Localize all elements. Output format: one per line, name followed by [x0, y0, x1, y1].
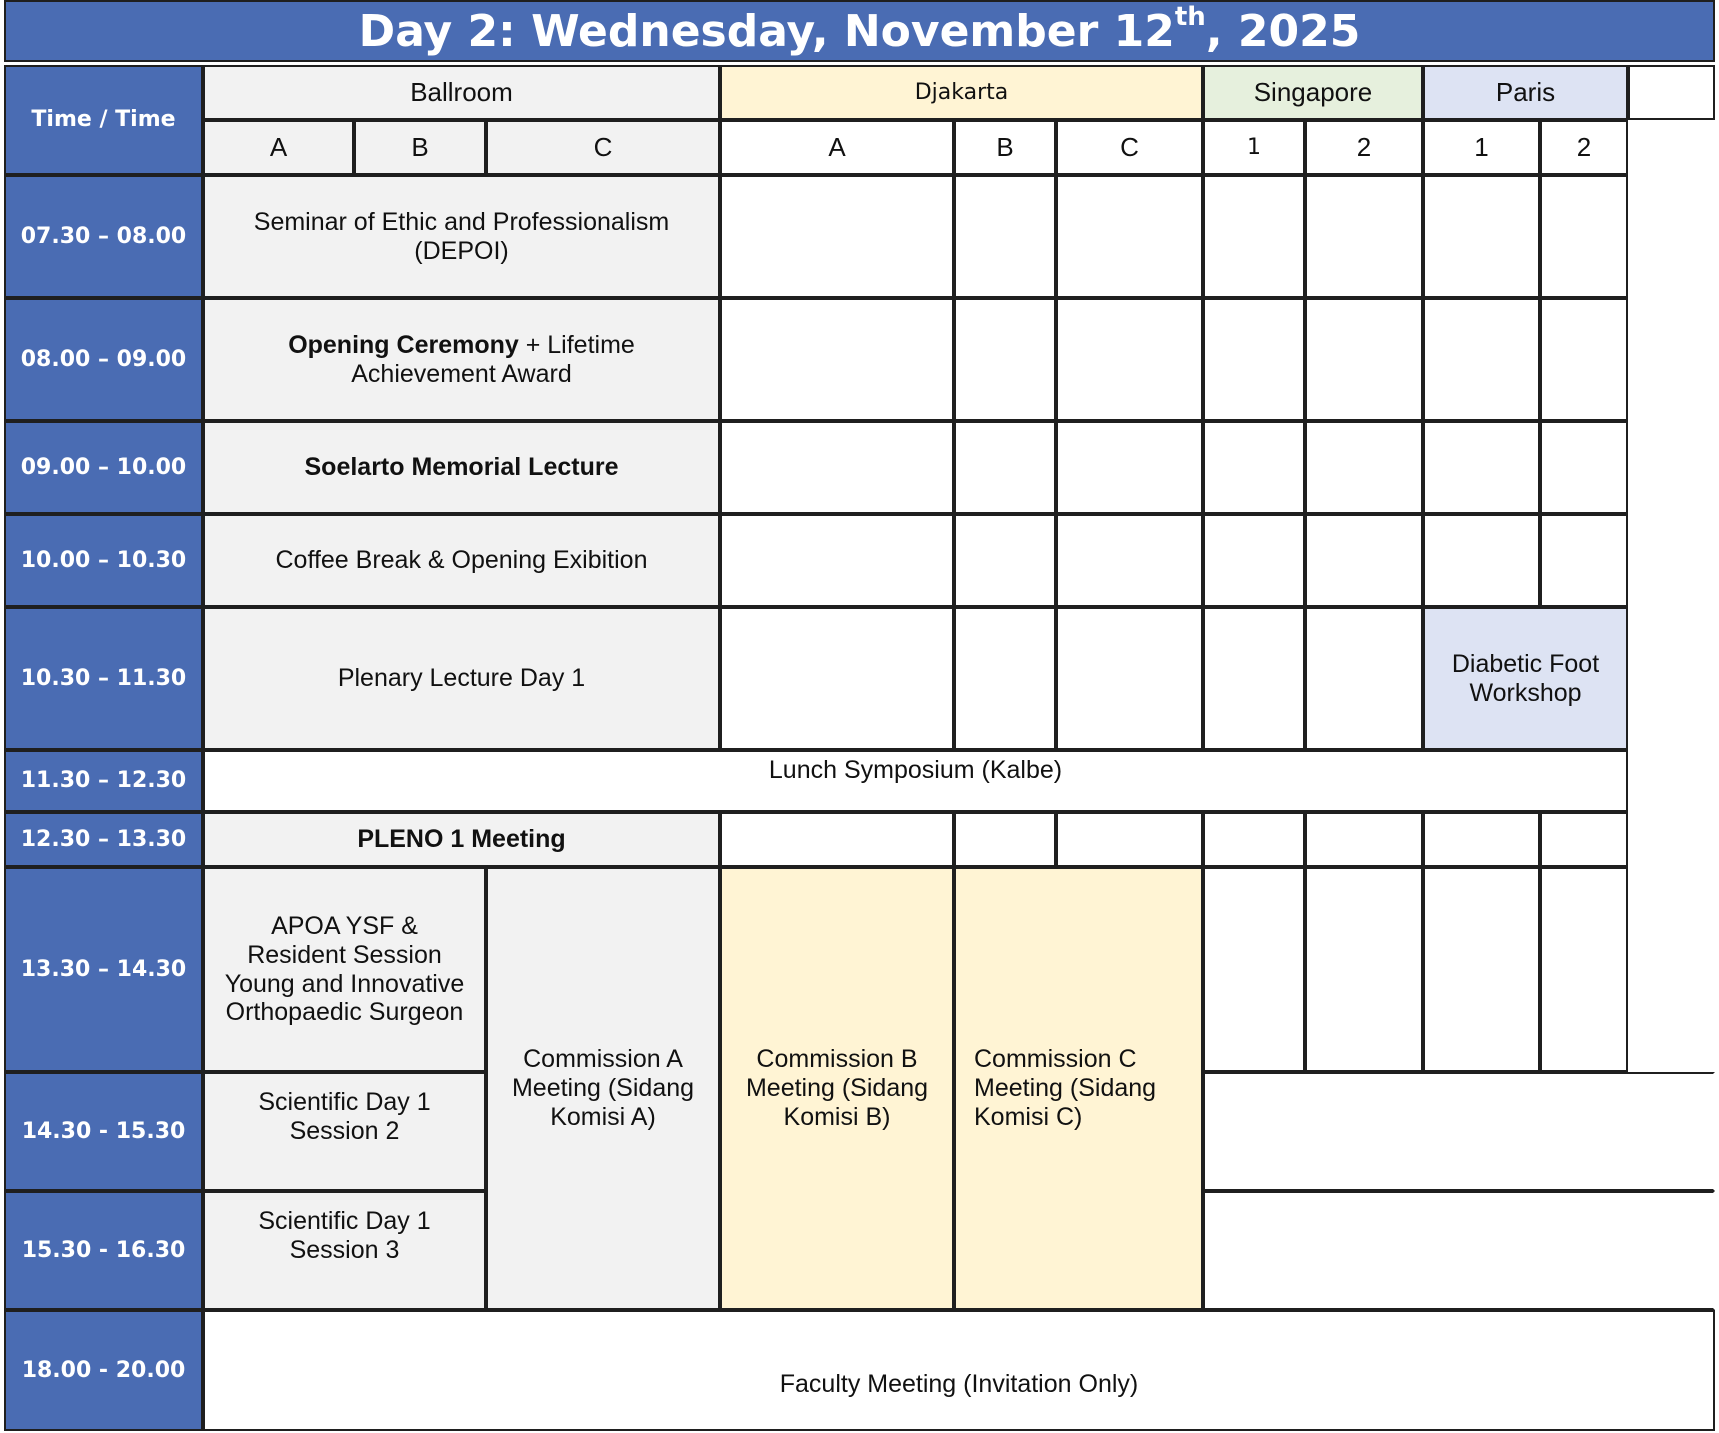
empty-cell [1203, 514, 1305, 607]
subroom-singapore-2: 2 [1305, 120, 1423, 175]
session-commission-c: Commission C Meeting (Sidang Komisi C) [954, 867, 1203, 1310]
time-slot: 13.30 – 14.30 [4, 867, 203, 1072]
opening-rest: + Lifetime Achievement Award [351, 330, 635, 388]
title-tail: , 2025 [1205, 5, 1361, 57]
empty-cell [1305, 175, 1423, 298]
room-ballroom: Ballroom [203, 65, 720, 120]
session-apoa: APOA YSF & Resident Session Young and Innovative Orthopaedic Surgeon [203, 867, 486, 1072]
empty-cell [1305, 607, 1423, 750]
time-slot: 18.00 - 20.00 [4, 1310, 203, 1431]
session-diabetic-foot: Diabetic Foot Workshop [1423, 607, 1628, 750]
blank-header-cell [1628, 65, 1715, 120]
empty-cell [1540, 298, 1628, 421]
empty-cell [1203, 1072, 1715, 1191]
empty-cell [1423, 298, 1540, 421]
subroom-ballroom-c: C [486, 120, 720, 175]
empty-cell [1540, 867, 1628, 1072]
time-slot: 14.30 - 15.30 [4, 1072, 203, 1191]
room-paris: Paris [1423, 65, 1628, 120]
empty-cell [1203, 1191, 1715, 1310]
empty-cell [720, 421, 954, 514]
empty-cell [1305, 514, 1423, 607]
subroom-ballroom-a: A [203, 120, 354, 175]
empty-cell [954, 298, 1056, 421]
session-soelarto: Soelarto Memorial Lecture [203, 421, 720, 514]
empty-cell [1305, 867, 1423, 1072]
subroom-ballroom-b: B [354, 120, 486, 175]
empty-cell [1423, 867, 1540, 1072]
empty-cell [1305, 421, 1423, 514]
subroom-singapore-1: 1 [1203, 120, 1305, 175]
empty-cell [954, 175, 1056, 298]
empty-cell [720, 298, 954, 421]
session-opening-ceremony [203, 298, 720, 421]
empty-cell [1203, 298, 1305, 421]
session-plenary: Plenary Lecture Day 1 [203, 607, 720, 750]
empty-cell [954, 812, 1056, 867]
session-commission-b: Commission B Meeting (Sidang Komisi B) [720, 867, 954, 1310]
empty-cell [954, 607, 1056, 750]
empty-cell [1305, 812, 1423, 867]
empty-cell [1056, 298, 1203, 421]
empty-cell [1423, 175, 1540, 298]
subroom-paris-1: 1 [1423, 120, 1540, 175]
time-slot: 09.00 – 10.00 [4, 421, 203, 514]
session-scientific-3: Scientific Day 1 Session 3 [203, 1191, 486, 1310]
session-scientific-2: Scientific Day 1 Session 2 [203, 1072, 486, 1191]
title-sup: th [1174, 2, 1206, 32]
time-slot: 07.30 – 08.00 [4, 175, 203, 298]
empty-cell [1056, 607, 1203, 750]
empty-cell [720, 812, 954, 867]
room-djakarta: Djakarta [720, 65, 1203, 120]
empty-cell [1540, 175, 1628, 298]
empty-cell [1056, 421, 1203, 514]
empty-cell [954, 421, 1056, 514]
empty-cell [1540, 812, 1628, 867]
page-title [4, 0, 1715, 62]
empty-cell [720, 607, 954, 750]
subroom-paris-2: 2 [1540, 120, 1628, 175]
empty-cell [1540, 514, 1628, 607]
session-pleno: PLENO 1 Meeting [203, 812, 720, 867]
subroom-djakarta-a: A [720, 120, 954, 175]
empty-cell [1203, 867, 1305, 1072]
empty-cell [1203, 175, 1305, 298]
empty-cell [1203, 812, 1305, 867]
empty-cell [1056, 812, 1203, 867]
session-commission-a: Commission A Meeting (Sidang Komisi A) [486, 867, 720, 1310]
time-slot: 10.30 – 11.30 [4, 607, 203, 750]
empty-cell [1423, 812, 1540, 867]
time-slot: 15.30 - 16.30 [4, 1191, 203, 1310]
subroom-djakarta-c: C [1056, 120, 1203, 175]
empty-cell [1056, 175, 1203, 298]
time-slot: 11.30 – 12.30 [4, 750, 203, 812]
empty-cell [1423, 514, 1540, 607]
subroom-djakarta-b: B [954, 120, 1056, 175]
empty-cell [1540, 421, 1628, 514]
empty-cell [1203, 607, 1305, 750]
room-singapore: Singapore [1203, 65, 1423, 120]
time-slot: 08.00 – 09.00 [4, 298, 203, 421]
empty-cell [954, 514, 1056, 607]
session-coffee-break: Coffee Break & Opening Exibition [203, 514, 720, 607]
empty-cell [1423, 421, 1540, 514]
session-seminar: Seminar of Ethic and Professionalism (DEPOI) [203, 175, 720, 298]
session-faculty-meeting: Faculty Meeting (Invitation Only) [203, 1310, 1715, 1431]
time-slot: 12.30 – 13.30 [4, 812, 203, 867]
empty-cell [720, 514, 954, 607]
session-lunch-symposium: Lunch Symposium (Kalbe) [203, 750, 1628, 812]
empty-cell [720, 175, 954, 298]
empty-cell [1056, 514, 1203, 607]
time-header: Time / Time [4, 65, 203, 175]
empty-cell [1305, 298, 1423, 421]
time-slot: 10.00 – 10.30 [4, 514, 203, 607]
title-main: Day 2: Wednesday, November 12 [358, 5, 1175, 57]
opening-bold: Opening Ceremony [288, 330, 519, 359]
empty-cell [1203, 421, 1305, 514]
